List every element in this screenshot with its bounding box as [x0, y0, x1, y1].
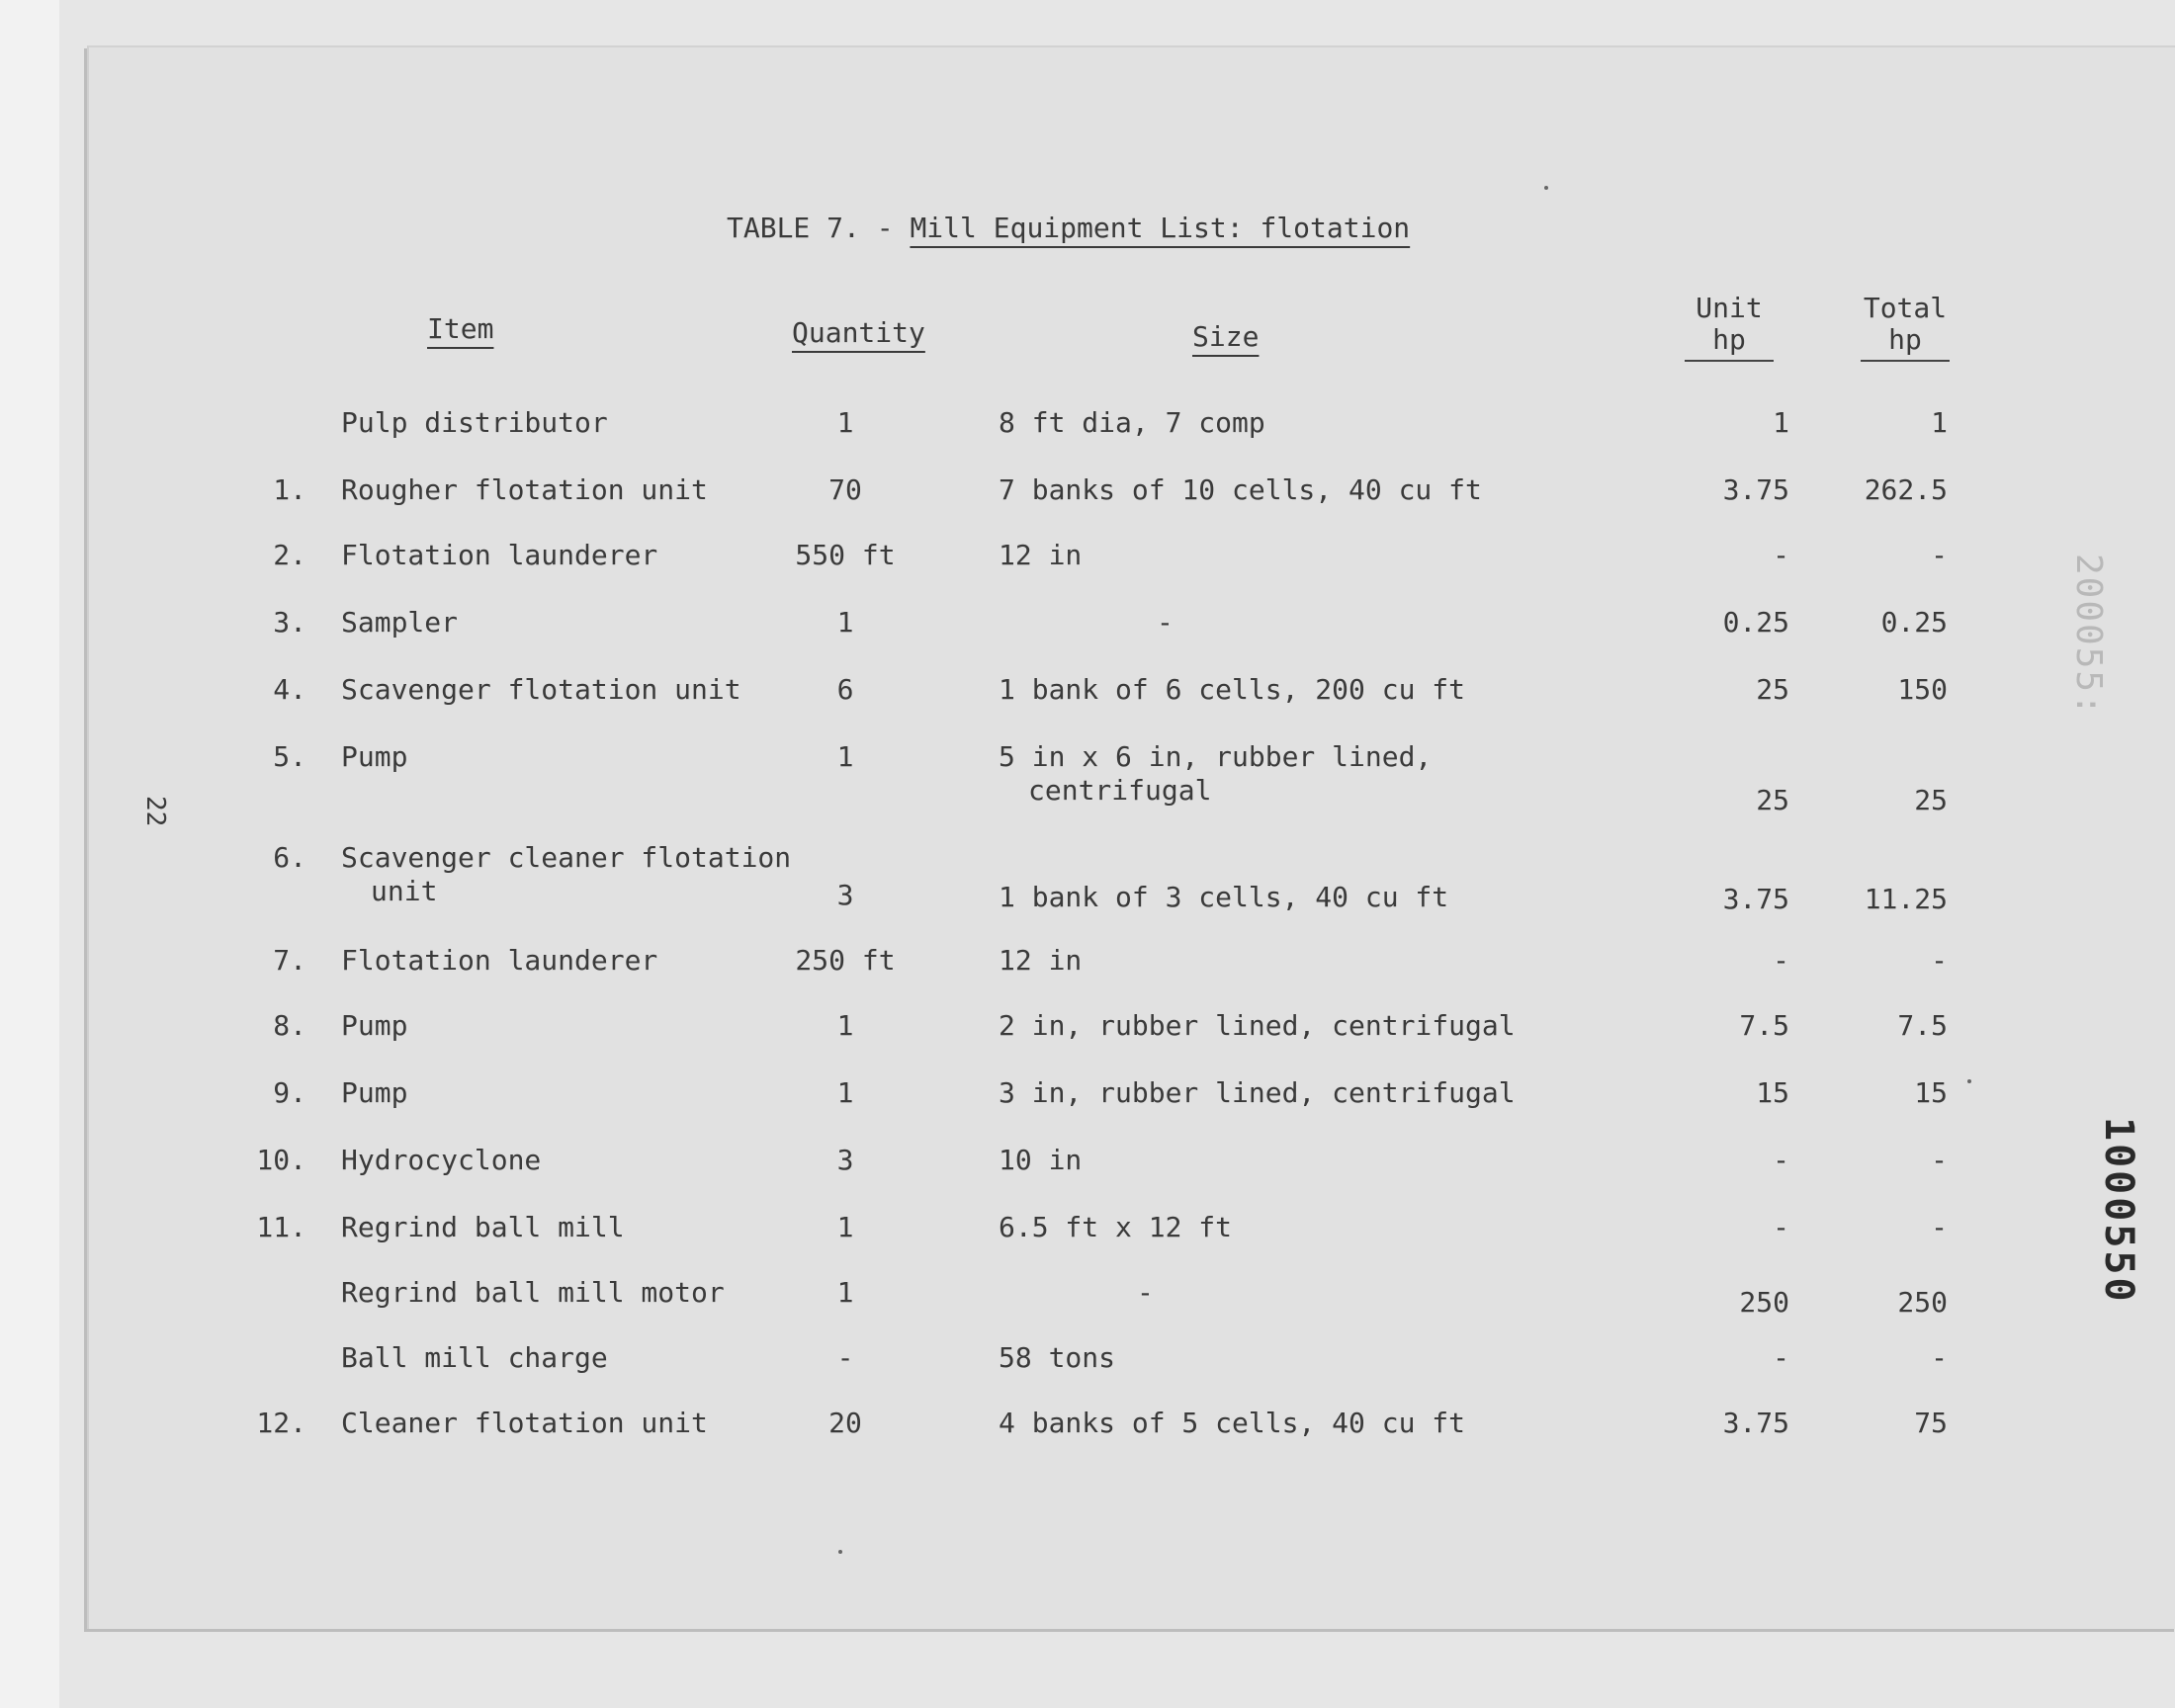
- row-size: 7 banks of 10 cells, 40 cu ft: [999, 473, 1482, 506]
- row-item: Regrind ball mill: [341, 1211, 625, 1243]
- row-size: 1 bank of 6 cells, 200 cu ft: [999, 673, 1466, 706]
- row-unit-hp: 25: [1756, 784, 1789, 816]
- row-total-hp: -: [1931, 944, 1948, 977]
- row-size: 5 in x 6 in, rubber lined,: [999, 740, 1433, 773]
- row-number: 6.: [273, 841, 306, 874]
- row-unit-hp: 3.75: [1722, 1407, 1789, 1439]
- table-row: [0, 1077, 2175, 1117]
- row-item: Regrind ball mill motor: [341, 1276, 725, 1309]
- row-size: 8 ft dia, 7 comp: [999, 406, 1265, 439]
- row-total-hp: 262.5: [1864, 473, 1948, 506]
- row-item: Scavenger cleaner flotation: [341, 841, 792, 874]
- speck: [1967, 1079, 1971, 1083]
- row-total-hp: 250: [1897, 1286, 1948, 1319]
- row-item: Rougher flotation unit: [341, 473, 708, 506]
- row-item: Hydrocyclone: [341, 1144, 542, 1176]
- row-quantity: 1: [836, 406, 854, 439]
- row-number: 4.: [273, 673, 306, 706]
- row-number: 9.: [273, 1076, 306, 1109]
- row-size: 3 in, rubber lined, centrifugal: [999, 1076, 1516, 1109]
- row-total-hp: 11.25: [1864, 883, 1948, 915]
- table-row: [0, 1212, 2175, 1251]
- row-total-hp: 25: [1914, 784, 1948, 816]
- speck: [838, 1550, 842, 1554]
- header-total-hp-line1: Total: [1863, 292, 1948, 324]
- title-underlined: Mill Equipment List: flotation: [910, 212, 1411, 244]
- row-size: 58 tons: [999, 1341, 1116, 1374]
- row-size: 12 in: [999, 539, 1083, 571]
- table-row: [0, 540, 2175, 579]
- row-quantity: 1: [836, 1009, 854, 1042]
- row-item: Flotation launderer: [341, 944, 658, 977]
- header-item: Item: [427, 312, 494, 345]
- row-unit-hp: 7.5: [1739, 1009, 1789, 1042]
- row-total-hp: 15: [1914, 1076, 1948, 1109]
- row-size: 6.5 ft x 12 ft: [999, 1211, 1233, 1243]
- row-size-continuation: centrifugal: [1028, 774, 1212, 807]
- header-unit-hp-line1: Unit: [1696, 292, 1763, 324]
- row-item: Flotation launderer: [341, 539, 658, 571]
- row-quantity: 20: [828, 1407, 862, 1439]
- row-size: 1 bank of 3 cells, 40 cu ft: [999, 881, 1449, 913]
- table-row: [0, 1342, 2175, 1382]
- row-quantity: 1: [836, 1211, 854, 1243]
- row-quantity: 3: [836, 1144, 854, 1176]
- table-row: [0, 1408, 2175, 1447]
- row-total-hp: -: [1931, 539, 1948, 571]
- row-total-hp: 150: [1897, 673, 1948, 706]
- row-size: 2 in, rubber lined, centrifugal: [999, 1009, 1516, 1042]
- header-total-hp: [1861, 293, 1950, 362]
- header-total-hp-line2: hp: [1861, 324, 1950, 362]
- row-size: 4 banks of 5 cells, 40 cu ft: [999, 1407, 1466, 1439]
- row-number: 12.: [256, 1407, 306, 1439]
- row-unit-hp: 15: [1756, 1076, 1789, 1109]
- header-unit-hp-line2: hp: [1685, 324, 1774, 362]
- page-number: 22: [140, 796, 170, 827]
- header-size: Size: [1192, 320, 1260, 353]
- row-total-hp: -: [1931, 1211, 1948, 1243]
- row-quantity: -: [836, 1341, 854, 1374]
- row-number: 3.: [273, 606, 306, 639]
- row-unit-hp: 25: [1756, 673, 1789, 706]
- row-unit-hp: -: [1773, 539, 1789, 571]
- row-item: Ball mill charge: [341, 1341, 608, 1374]
- row-total-hp: 75: [1914, 1407, 1948, 1439]
- row-quantity: 3: [836, 879, 854, 911]
- row-unit-hp: 250: [1739, 1286, 1789, 1319]
- row-quantity: 250 ft: [795, 944, 896, 977]
- faint-stamp: 200055:: [2068, 554, 2109, 718]
- row-quantity: 1: [836, 1076, 854, 1109]
- row-unit-hp: 3.75: [1722, 473, 1789, 506]
- row-unit-hp: 3.75: [1722, 883, 1789, 915]
- row-number: 11.: [256, 1211, 306, 1243]
- row-size: -: [1157, 606, 1174, 639]
- table-row: [0, 945, 2175, 984]
- row-unit-hp: 0.25: [1722, 606, 1789, 639]
- row-total-hp: 0.25: [1880, 606, 1948, 639]
- row-size: -: [1137, 1276, 1154, 1309]
- row-size: 10 in: [999, 1144, 1083, 1176]
- header-unit-hp: [1685, 293, 1774, 362]
- row-item: Pump: [341, 1076, 408, 1109]
- row-item: Scavenger flotation unit: [341, 673, 741, 706]
- table-row: [0, 1145, 2175, 1184]
- row-unit-hp: -: [1773, 1144, 1789, 1176]
- row-total-hp: 7.5: [1897, 1009, 1948, 1042]
- row-total-hp: 1: [1931, 406, 1948, 439]
- row-quantity: 6: [836, 673, 854, 706]
- row-total-hp: -: [1931, 1341, 1948, 1374]
- row-quantity: 70: [828, 473, 862, 506]
- row-total-hp: -: [1931, 1144, 1948, 1176]
- row-item: Pump: [341, 740, 408, 773]
- table-row: [0, 607, 2175, 646]
- row-unit-hp: -: [1773, 1341, 1789, 1374]
- row-quantity: 1: [836, 740, 854, 773]
- document-page: [87, 45, 2175, 1629]
- row-quantity: 1: [836, 606, 854, 639]
- row-item: Sampler: [341, 606, 459, 639]
- row-item: Cleaner flotation unit: [341, 1407, 708, 1439]
- table-row: [0, 841, 2175, 915]
- row-number: 1.: [273, 473, 306, 506]
- title-prefix: TABLE 7. -: [727, 212, 911, 244]
- row-item-continuation: unit: [371, 875, 438, 907]
- speck: [1544, 186, 1548, 190]
- row-number: 5.: [273, 740, 306, 773]
- table-row: [0, 474, 2175, 514]
- row-quantity: 1: [836, 1276, 854, 1309]
- row-quantity: 550 ft: [795, 539, 896, 571]
- table-row: [0, 1010, 2175, 1050]
- table-row: [0, 407, 2175, 447]
- header-quantity: Quantity: [792, 316, 925, 349]
- row-number: 8.: [273, 1009, 306, 1042]
- row-item: Pulp distributor: [341, 406, 608, 439]
- row-unit-hp: 1: [1773, 406, 1789, 439]
- row-item: Pump: [341, 1009, 408, 1042]
- table-title: [727, 212, 1410, 244]
- row-number: 2.: [273, 539, 306, 571]
- row-unit-hp: -: [1773, 1211, 1789, 1243]
- document-id-stamp: 1000550: [2096, 1117, 2141, 1305]
- row-unit-hp: -: [1773, 944, 1789, 977]
- row-number: 10.: [256, 1144, 306, 1176]
- row-number: 7.: [273, 944, 306, 977]
- table-row: [0, 674, 2175, 714]
- table-row: [0, 1277, 2175, 1317]
- row-size: 12 in: [999, 944, 1083, 977]
